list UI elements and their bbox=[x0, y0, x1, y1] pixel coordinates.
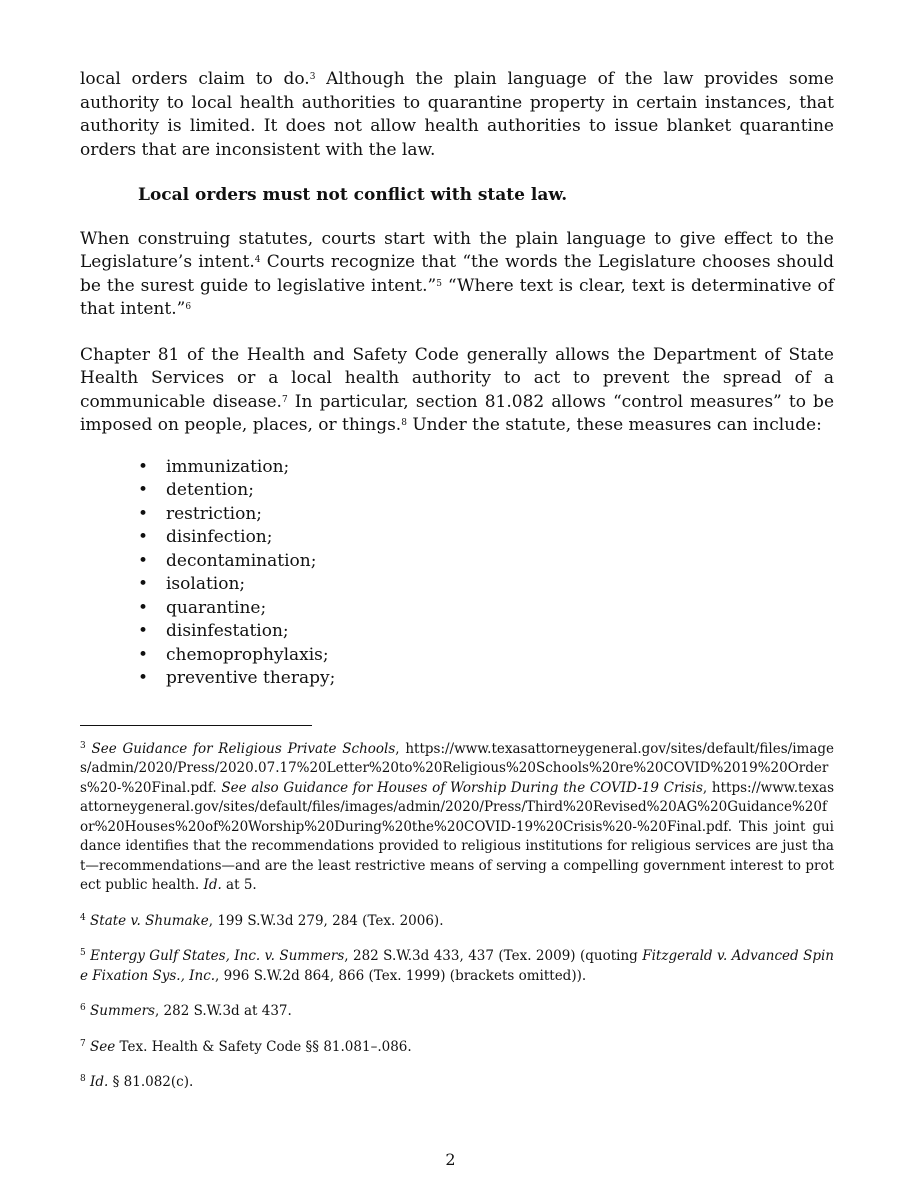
paragraph-text: When construing statutes, courts start with the plain language to give effect to the Legislature’s intent. bbox=[80, 228, 834, 272]
footnote-3: $^3$ See Guidance for Religious Private Schools, https://www.texasattorneygeneral.gov/sites/default/files/images/admin/2020/Press/2020.07.17%20Letter%20to%20Religious%20Schools%20re%20COVID%2019%20Orders%20-%20Final.pdf. See also Guidance for Houses of Worship During the COVID-19 Crisis, https://www.texasattorneygeneral.gov/sites/default/files/images/admin/2020/Press/Third%20Revised%20AG%20Guidance%20for%20Houses%20of%20Worship%20During%20the%20COVID-19%20Crisis%20-%20Final.pdf. This joint guidance identifies that the recommendations provided to religious institutions for religious services are just that—recommendations—and are the least restrictive means of serving a compelling government interest to protect public health. Id. at 5. bbox=[80, 740, 835, 893]
document-page bbox=[80, 68, 834, 1093]
bullet-icon: • bbox=[138, 621, 149, 641]
bullet-icon: • bbox=[138, 644, 149, 665]
bullet-icon: • bbox=[138, 456, 149, 477]
list-item: • detention; bbox=[138, 479, 834, 503]
paragraph-text: Chapter 81 of the Health and Safety Code generally allows the Department of State Health Services or a local health authority to act to prevent the spread of a communicable disease. bbox=[80, 344, 834, 412]
paragraph-chapter-81 bbox=[80, 344, 834, 438]
footnote-ref-8[interactable]: 8 bbox=[401, 418, 407, 429]
paragraph-text: In particular, section 81.082 allows “control measures” to be imposed on people, places, or things. bbox=[80, 391, 834, 435]
footnote-ref-3[interactable]: 3 bbox=[309, 72, 316, 83]
list-item: • restriction; bbox=[138, 503, 834, 527]
list-item: • chemoprophylaxis; bbox=[138, 644, 834, 668]
bullet-icon: • bbox=[138, 550, 149, 571]
section-heading: Local orders must not conflict with state law. bbox=[138, 185, 568, 205]
list-item: • disinfection; bbox=[138, 526, 834, 550]
list-item: • preventive therapy; bbox=[138, 667, 834, 691]
paragraph-text: “Where text is clear, text is determinative of that intent.” bbox=[80, 275, 834, 319]
footnote-ref-7[interactable]: 7 bbox=[281, 394, 288, 405]
list-item: • isolation; bbox=[138, 573, 834, 597]
bullet-icon: • bbox=[138, 597, 149, 618]
footnote-divider bbox=[80, 725, 312, 726]
paragraph-text: Courts recognize that “the words the Legislature chooses should be the surest guide to legislative intent.” bbox=[80, 252, 834, 296]
control-measures-list bbox=[80, 456, 834, 691]
footnote-ref-5[interactable]: 5 bbox=[436, 278, 442, 289]
bullet-icon: • bbox=[138, 480, 149, 500]
list-item: • decontamination; bbox=[138, 550, 834, 574]
paragraph-intro bbox=[80, 68, 834, 162]
bullet-icon: • bbox=[138, 668, 149, 688]
footnote-ref-6[interactable]: 6 bbox=[185, 302, 192, 313]
paragraph-text: local orders claim to do. bbox=[80, 69, 310, 89]
page-number: 2 bbox=[445, 1150, 456, 1169]
footnote-link[interactable]: , https://www.texasattorneygeneral.gov/sites/default/files/images/admin/2020/Press/2020.07.17%20Letter%20to%20Religious%20Schools%20re%20COVID%2019%20Orders%20-%20Final.pdf. bbox=[80, 740, 834, 796]
footnote-link[interactable]: , https://www.texasattorneygeneral.gov/sites/default/files/images/admin/2020/Press/Third%20Revised%20AG%20Guidance%20for%20Houses%20of%20Worship%20During%20the%20COVID-19%20Crisis%20-%20Final.pdf. bbox=[80, 779, 835, 835]
footnote-6: $^6$ Summers, 282 S.W.3d at 437. bbox=[80, 1003, 292, 1019]
list-item: • quarantine; bbox=[138, 597, 834, 621]
footnote-8: $^8$ Id. § 81.082(c). bbox=[80, 1074, 194, 1090]
paragraph-text: Although the plain language of the law provides some authority to local health authorities to quarantine property in certain instances, that authority is limited. It does not allow health authorities to issue blanket quarantine orders that are inconsistent with the law. bbox=[80, 69, 834, 160]
paragraph-statutes bbox=[80, 228, 834, 322]
paragraph-text: Under the statute, these measures can include: bbox=[406, 415, 822, 435]
footnote-ref-4[interactable]: 4 bbox=[254, 255, 261, 266]
footnote-5: $^5$ Entergy Gulf States, Inc. v. Summers, 282 S.W.3d 433, 437 (Tex. 2009) (quoting Fitzgerald v. Advanced Spine Fixation Sys., Inc., 996 S.W.2d 864, 866 (Tex. 1999) (brackets omitted)). bbox=[80, 948, 834, 984]
footnote-4: $^4$ State v. Shumake, 199 S.W.3d 279, 284 (Tex. 2006). bbox=[80, 912, 444, 929]
footnote-7: $^7$ See Tex. Health & Safety Code §§ 81.081–.086. bbox=[80, 1038, 412, 1055]
list-item: • immunization; bbox=[138, 456, 834, 480]
bullet-icon: • bbox=[138, 574, 149, 594]
list-item: • disinfestation; bbox=[138, 620, 834, 644]
bullet-icon: • bbox=[138, 527, 149, 547]
bullet-icon: • bbox=[138, 503, 149, 524]
